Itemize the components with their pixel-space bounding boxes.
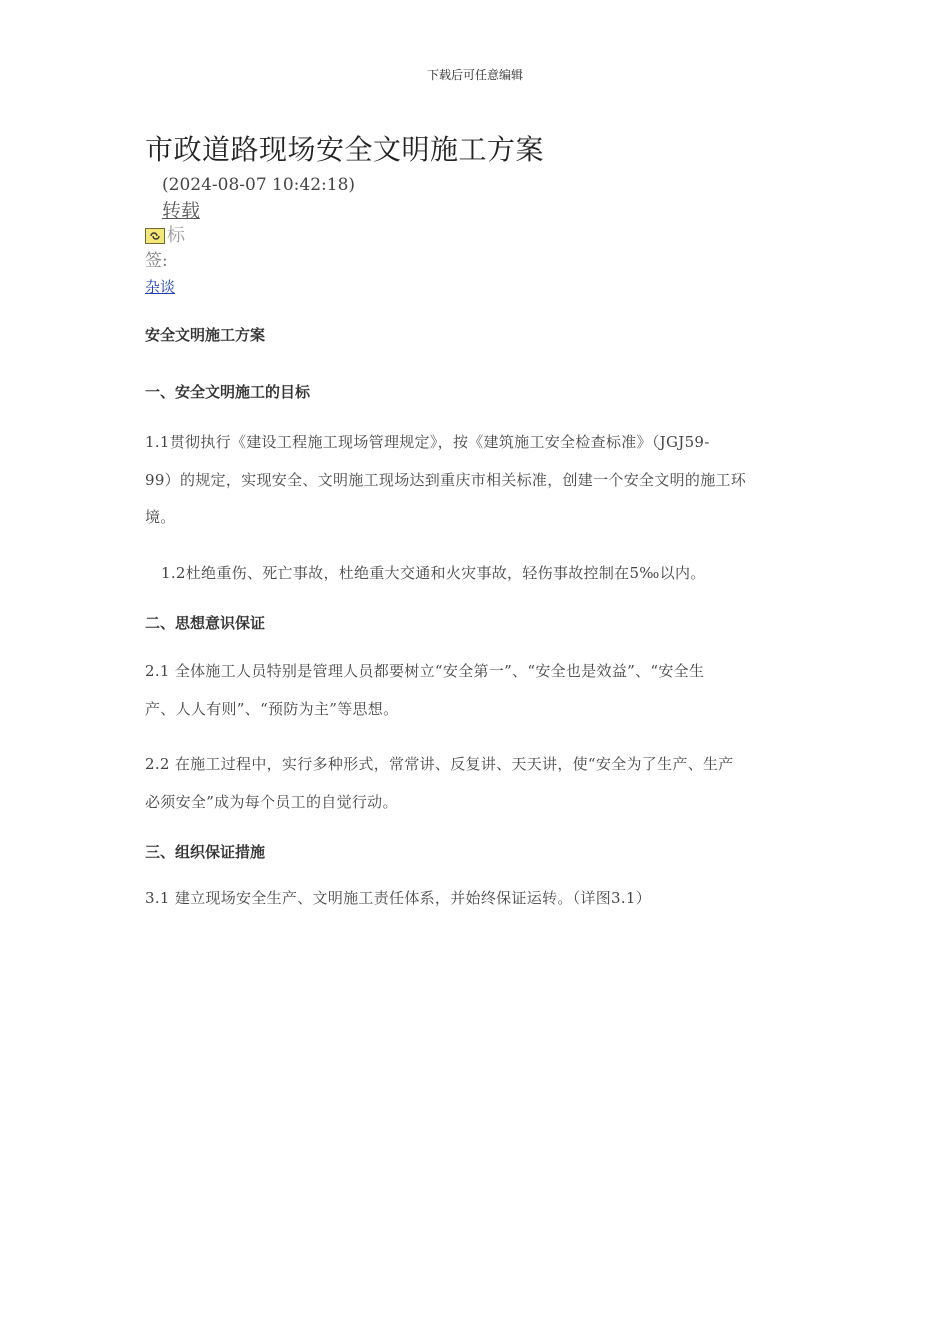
article-title: 市政道路现场安全文明施工方案 [145,133,545,166]
tag-row [145,224,805,248]
paragraph-line: 必须安全”成为每个员工的自觉行动。 [145,792,398,811]
repost-link[interactable]: 转载 [162,200,201,222]
paragraph-2-2 [145,746,805,821]
article-date: (2024-08-07 10:42:18) [162,175,356,195]
paragraph-1-1 [145,424,805,537]
paragraph-line: 产、人人有则”、“预防为主”等思想。 [145,699,399,718]
tag-link[interactable]: 杂谈 [145,278,176,296]
paragraph-line: 99）的规定，实现安全、文明施工现场达到重庆市相关标准，创建一个安全文明的施工环 [145,470,747,489]
tag-label-part1: 标 [167,225,185,246]
article [145,128,805,918]
tag-icon [145,228,165,244]
tag-label-part2: 签: [145,251,168,271]
paragraph-1-2: 1.2杜绝重伤、死亡事故，杜绝重大交通和火灾事故，轻伤事故控制在5‰以内。 [161,563,706,582]
main-heading: 安全文明施工方案 [145,326,266,344]
section-heading-2: 二、思想意识保证 [145,614,266,632]
tag-icon-glyph [147,230,163,242]
paragraph-line: 1.1贯彻执行《建设工程施工现场管理规定》，按《建筑施工安全检查标准》（JGJ59- [145,433,710,451]
page-header: 下载后可任意编辑 [426,68,523,82]
section-heading-1: 一、安全文明施工的目标 [145,383,311,401]
paragraph-2-1 [145,653,805,728]
paragraph-line: 境。 [145,508,176,526]
paragraph-line: 2.1 全体施工人员特别是管理人员都要树立“安全第一”、“安全也是效益”、“安全生 [145,662,705,680]
section-heading-3: 三、组织保证措施 [145,843,266,861]
paragraph-line: 2.2 在施工过程中，实行多种形式，常常讲、反复讲、天天讲，使“安全为了生产、生产 [145,755,734,773]
paragraph-3-1: 3.1 建立现场安全生产、文明施工责任体系，并始终保证运转。（详图3.1） [145,889,652,907]
